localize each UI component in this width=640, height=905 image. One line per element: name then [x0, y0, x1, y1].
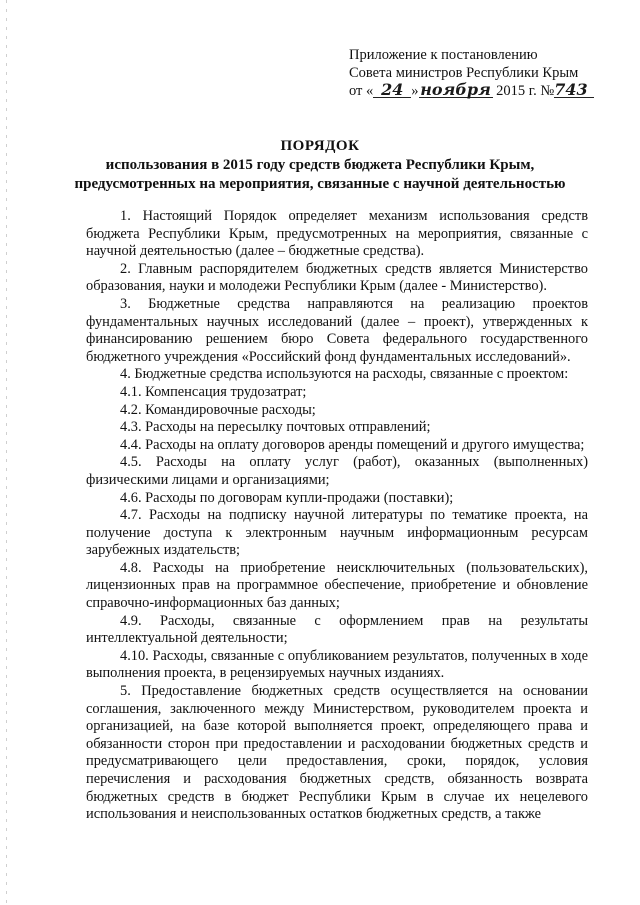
- appendix-line-1: Приложение к постановлению: [349, 47, 538, 63]
- paragraph-4-7: 4.7. Расходы на подписку научной литературы по тематике проекта, на получение доступа к электронным научным информационным ресурсам зарубежных издательств;: [86, 507, 588, 559]
- date-suffix: 2015 г. №: [496, 83, 555, 99]
- date-day-handwritten: 24: [373, 82, 411, 98]
- paragraph-4-9: 4.9. Расходы, связанные с оформлением прав на результаты интеллектуальной деятельности;: [86, 612, 588, 647]
- paragraph-2: 2. Главным распорядителем бюджетных средств является Министерство образования, науки и молодежи Республики Крым (далее - Министерство).: [86, 260, 588, 295]
- title-subtitle-line-1: использования в 2015 году средств бюджета Республики Крым,: [105, 157, 535, 173]
- document-body: [86, 208, 588, 824]
- document-title: [0, 137, 640, 194]
- paragraph-5: 5. Предоставление бюджетных средств осуществляется на основании соглашения, заключенного между Министерством, руководителем проекта и организацией, на базе которой выполняется проект, определяющего права и обязанности сторон при предоставлении и расходовании бюджетных средств и предусматривающего цели предоставления, сроки, порядок, условия перечисления и расходования бюджетных средств, обязанность возврата бюджетных средств в бюджет Республики Крым в случае их нецелевого использования и неиспользованных остатков бюджетных средств, а также: [86, 683, 588, 823]
- paragraph-4: 4. Бюджетные средства используются на расходы, связанные с проектом:: [120, 366, 569, 383]
- appendix-date-line: [349, 82, 599, 101]
- paragraph-3: 3. Бюджетные средства направляются на реализацию проектов фундаментальных научных исследований (далее – проект), утвержденных к финансированию решением бюро Совета федерального государственного бюджетного учреждения «Российский фонд фундаментальных исследований».: [86, 295, 588, 365]
- title-heading: ПОРЯДОК: [280, 138, 360, 154]
- paragraph-4-6: 4.6. Расходы по договорам купли-продажи (поставки);: [120, 489, 454, 506]
- paragraph-4-4: 4.4. Расходы на оплату договоров аренды помещений и другого имущества;: [120, 436, 585, 453]
- paragraph-1: 1. Настоящий Порядок определяет механизм использования средств бюджета Республики Крым, предусмотренных на мероприятия, связанные с научной деятельностью (далее – бюджетные средства).: [86, 208, 588, 260]
- title-subtitle-line-2: предусмотренных на мероприятия, связанные с научной деятельностью: [74, 176, 566, 192]
- paragraph-4-1: 4.1. Компенсация трудозатрат;: [120, 383, 307, 400]
- paragraph-4-3: 4.3. Расходы на пересылку почтовых отправлений;: [120, 419, 431, 436]
- date-prefix: от «: [349, 83, 374, 99]
- date-mid: »: [411, 83, 419, 99]
- paragraph-4-2: 4.2. Командировочные расходы;: [120, 401, 316, 418]
- paragraph-4-8: 4.8. Расходы на приобретение неисключительных (пользовательских), лицензионных прав на программное обеспечение, приобретение и обновление справочно-информационных баз данных;: [86, 559, 588, 612]
- paragraph-4-10: 4.10. Расходы, связанные с опубликованием результатов, полученных в ходе выполнения проекта, в рецензируемых научных изданиях.: [86, 647, 588, 682]
- appendix-line-2: Совета министров Республики Крым: [349, 64, 579, 81]
- paragraph-4-5: 4.5. Расходы на оплату услуг (работ), оказанных (выполненных) физическими лицами и организациями;: [86, 454, 588, 488]
- date-month-handwritten: ноября: [420, 80, 491, 99]
- appendix-block: [349, 47, 599, 101]
- doc-number-handwritten: 743: [554, 82, 594, 98]
- scan-edge: [6, 0, 7, 905]
